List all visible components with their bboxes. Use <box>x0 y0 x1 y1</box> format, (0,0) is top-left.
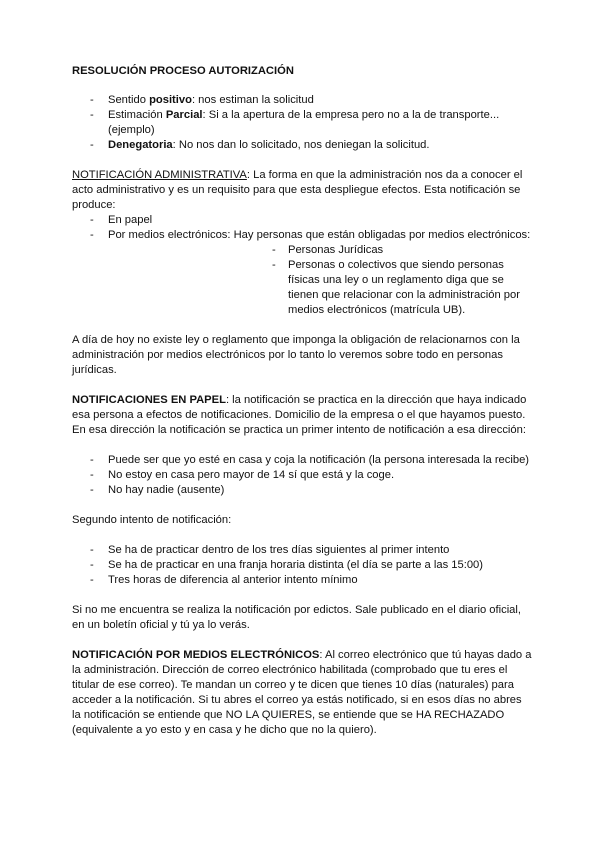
paragraph-dia: A día de hoy no existe ley o reglamento que imponga la obligación de relacionarnos con la administración por medios electrónicos por lo tanto lo veremos sobre todo en personas jurídicas. <box>72 334 520 376</box>
electronica-heading: NOTIFICACIÓN POR MEDIOS ELECTRÓNICOS <box>72 649 320 661</box>
list-item: - En papel <box>72 213 532 228</box>
notificacion-list <box>72 213 532 243</box>
list-item: - Se ha de practicar en una franja horaria distinta (el día se parte a las 15:00) <box>72 558 532 573</box>
papel-paragraph: NOTIFICACIONES EN PAPEL: la notificación se practica en la dirección que haya indicado esa persona a efectos de notificaciones. Domicilio de la empresa o el que hayamos puesto. En esa dirección la notificación se practica un primer intento de notificación a esa dirección: <box>72 394 527 436</box>
list-item: - Personas Jurídicas <box>72 243 532 258</box>
electronicos-sublist <box>72 243 532 318</box>
electronica-paragraph: NOTIFICACIÓN POR MEDIOS ELECTRÓNICOS: Al correo electrónico que tú hayas dado a la administración. Dirección de correo electrónico habilitada (comprobado que tu eres el titular de ese correo). Te mandan un correo y te dicen que tienes 10 días (naturales) para acceder a la notificación. Si tu abres el correo ya estás notificado, si en esos días no abres la notificación se entiende que NO LA QUIERES, se entiende que se HA RECHAZADO (equivalente a yo esto y en casa y he dicho que no la quiero). <box>72 649 532 736</box>
segundo-list <box>72 543 532 588</box>
document-title: RESOLUCIÓN PROCESO AUTORIZACIÓN <box>72 65 294 77</box>
list-item: - Personas o colectivos que siendo personas físicas una ley o un reglamento diga que se tienen que relacionar con la administración por medios electrónicos (matrícula UB). <box>72 258 532 318</box>
list-item: - No estoy en casa pero mayor de 14 sí que está y la coge. <box>72 468 532 483</box>
list-item: - Puede ser que yo esté en casa y coja la notificación (la persona interesada la recibe) <box>72 453 532 468</box>
segundo-heading: Segundo intento de notificación: <box>72 514 232 526</box>
resolucion-list <box>72 93 532 153</box>
list-item: - Se ha de practicar dentro de los tres días siguientes al primer intento <box>72 543 532 558</box>
papel-heading: NOTIFICACIONES EN PAPEL <box>72 394 226 406</box>
notificacion-paragraph: NOTIFICACIÓN ADMINISTRATIVA: La forma en que la administración nos da a conocer el acto administrativo y es un requisito para que esta despliegue efectos. Esta notificación se produce: <box>72 169 523 211</box>
list-item: - Por medios electrónicos: Hay personas que están obligadas por medios electrónicos: <box>72 228 532 243</box>
document-page <box>72 64 532 738</box>
edictos-paragraph: Si no me encuentra se realiza la notificación por edictos. Sale publicado en el diario oficial, en un boletín oficial y tú ya lo verás. <box>72 604 522 631</box>
list-item: - Denegatoria: No nos dan lo solicitado, nos deniegan la solicitud. <box>72 138 532 153</box>
list-item: - No hay nadie (ausente) <box>72 483 532 498</box>
list-item: - Estimación Parcial: Si a la apertura de la empresa pero no a la de transporte... (ejemplo) <box>72 108 532 138</box>
list-item: - Tres horas de diferencia al anterior intento mínimo <box>72 573 532 588</box>
notificacion-heading: NOTIFICACIÓN ADMINISTRATIVA <box>72 169 247 181</box>
papel-list <box>72 453 532 498</box>
list-item: - Sentido positivo: nos estiman la solicitud <box>72 93 532 108</box>
